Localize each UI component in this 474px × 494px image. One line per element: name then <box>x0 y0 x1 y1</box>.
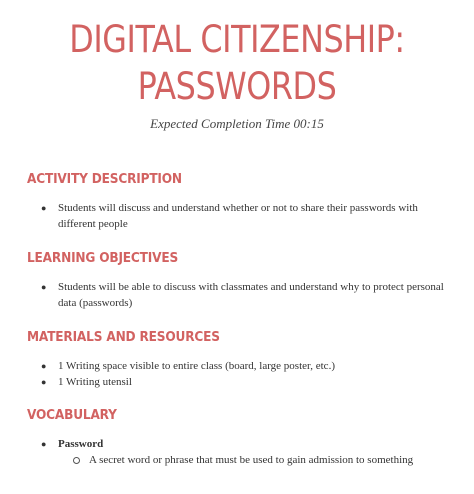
list-item-text: Students will discuss and understand whether or not to share their passwords with different people <box>58 202 418 230</box>
bullet-list <box>27 279 454 311</box>
title-line-1: DIGITAL CITIZENSHIP: <box>69 18 405 61</box>
list-item <box>27 436 454 468</box>
list-item <box>27 200 454 232</box>
bullet-icon: ● <box>41 439 47 449</box>
list-item <box>27 358 454 374</box>
bullet-icon: ● <box>41 377 47 387</box>
bullet-list <box>27 436 454 468</box>
circle-bullet-icon <box>73 457 80 464</box>
section-activity-description <box>27 171 454 232</box>
sub-list-item <box>58 452 454 468</box>
bullet-list <box>27 200 454 232</box>
completion-time: Expected Completion Time 00:15 <box>150 116 324 131</box>
section-heading: VOCABULARY <box>27 407 117 423</box>
bullet-icon: ● <box>41 282 47 292</box>
section-vocabulary <box>27 407 454 468</box>
section-heading: LEARNING OBJECTIVES <box>27 250 179 266</box>
list-item <box>27 374 454 390</box>
section-materials-and-resources <box>27 329 454 390</box>
list-item-text: 1 Writing space visible to entire class (board, large poster, etc.) <box>58 360 335 372</box>
document-title <box>33 16 441 110</box>
title-line-2: PASSWORDS <box>137 65 337 108</box>
list-item <box>27 279 454 311</box>
page <box>0 16 474 466</box>
list-item-text: 1 Writing utensil <box>58 376 132 388</box>
bullet-list <box>27 358 454 390</box>
section-heading: MATERIALS AND RESOURCES <box>27 329 220 345</box>
list-item-text: Students will be able to discuss with classmates and understand why to protect personal data (passwords) <box>58 281 444 309</box>
vocabulary-term: Password <box>58 438 104 450</box>
bullet-icon: ● <box>41 361 47 371</box>
sub-list <box>58 452 454 468</box>
bullet-icon: ● <box>41 203 47 213</box>
vocabulary-definition: A secret word or phrase that must be used to gain admission to something <box>89 454 414 466</box>
section-heading: ACTIVITY DESCRIPTION <box>27 171 182 187</box>
section-learning-objectives <box>27 250 454 311</box>
